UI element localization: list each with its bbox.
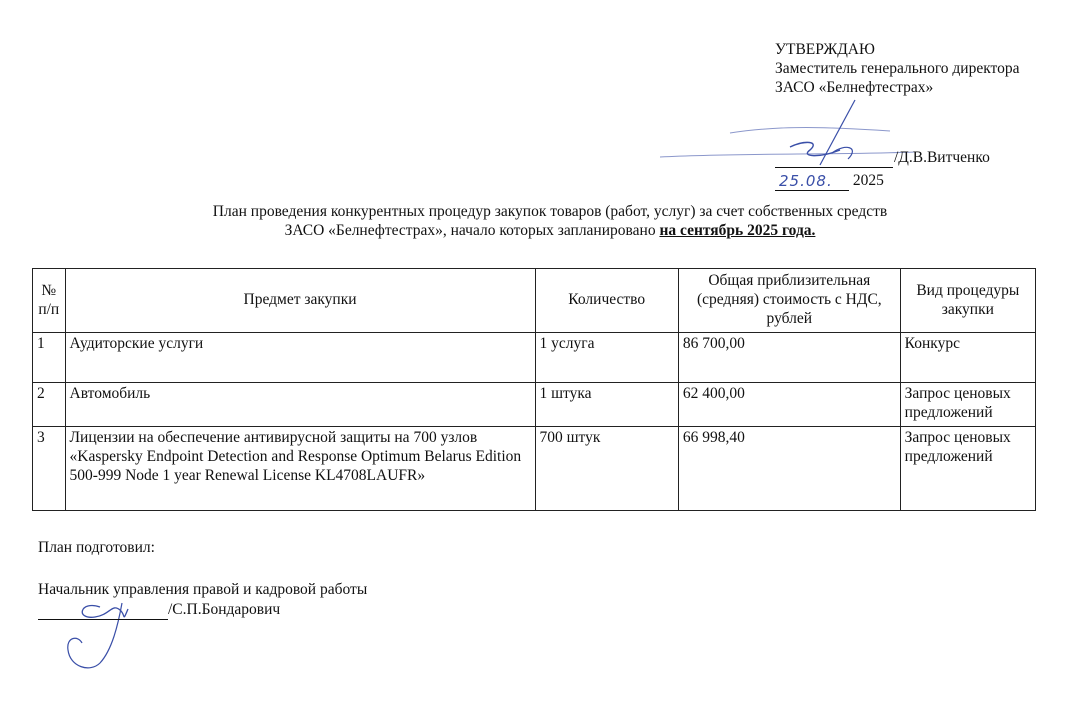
title-period: на сентябрь 2025 года. <box>659 221 816 239</box>
cell-quantity: 1 штука <box>535 383 678 427</box>
procurement-table <box>32 268 1036 511</box>
cell-number: 1 <box>33 333 66 383</box>
signature-blank <box>38 605 168 620</box>
preparer-name: /С.П.Бондарович <box>168 601 281 618</box>
cell-quantity: 1 услуга <box>535 333 678 383</box>
table-row <box>33 427 1036 511</box>
cell-cost: 62 400,00 <box>678 383 900 427</box>
cell-procedure: Конкурс <box>900 333 1035 383</box>
title-line-1: План проведения конкурентных процедур закупок товаров (работ, услуг) за счет собственных средств <box>212 203 888 220</box>
header-number: № п/п <box>33 269 66 333</box>
table-row <box>33 333 1036 383</box>
approver-name: /Д.В.Витченко <box>894 149 990 166</box>
table-header-row <box>33 269 1036 333</box>
header-procedure: Вид процедуры закупки <box>900 269 1035 333</box>
header-subject: Предмет закупки <box>65 269 535 333</box>
preparer-signature-line <box>38 601 280 620</box>
table-row <box>33 383 1036 427</box>
cell-procedure: Запрос ценовых предложений <box>900 383 1035 427</box>
cell-quantity: 700 штук <box>535 427 678 511</box>
approval-heading: УТВЕРЖДАЮ <box>775 41 875 58</box>
approval-date <box>775 172 884 191</box>
header-quantity: Количество <box>535 269 678 333</box>
prepared-by-label: План подготовил: <box>38 539 155 556</box>
cell-number: 2 <box>33 383 66 427</box>
cell-number: 3 <box>33 427 66 511</box>
approval-block <box>775 41 1085 98</box>
approval-position: Заместитель генерального директора <box>775 59 1020 77</box>
approval-organization: ЗАСО «Белнефтестрах» <box>775 78 934 96</box>
cell-cost: 66 998,40 <box>678 427 900 511</box>
cell-cost: 86 700,00 <box>678 333 900 383</box>
cell-subject: Лицензии на обеспечение антивирусной защиты на 700 узлов «Kaspersky Endpoint Detection and Response Optimum Belarus Edition 500-999 Node 1 year Renewal License KL4708LAUFR» <box>65 427 535 511</box>
title-line-2 <box>40 222 1060 241</box>
document-title <box>40 203 1060 241</box>
title-line-2-prefix: ЗАСО «Белнефтестрах», начало которых запланировано <box>284 221 660 239</box>
preparer-position: Начальник управления правой и кадровой работы <box>38 581 368 598</box>
cell-subject: Автомобиль <box>65 383 535 427</box>
date-year: 2025 <box>852 172 884 189</box>
date-blank <box>775 171 849 191</box>
handwritten-date: 25.08. <box>779 171 833 190</box>
header-cost: Общая приблизительная (средняя) стоимость с НДС, рублей <box>678 269 900 333</box>
signature-blank <box>775 153 893 168</box>
cell-subject: Аудиторские услуги <box>65 333 535 383</box>
approver-signature-line <box>775 149 990 168</box>
cell-procedure: Запрос ценовых предложений <box>900 427 1035 511</box>
